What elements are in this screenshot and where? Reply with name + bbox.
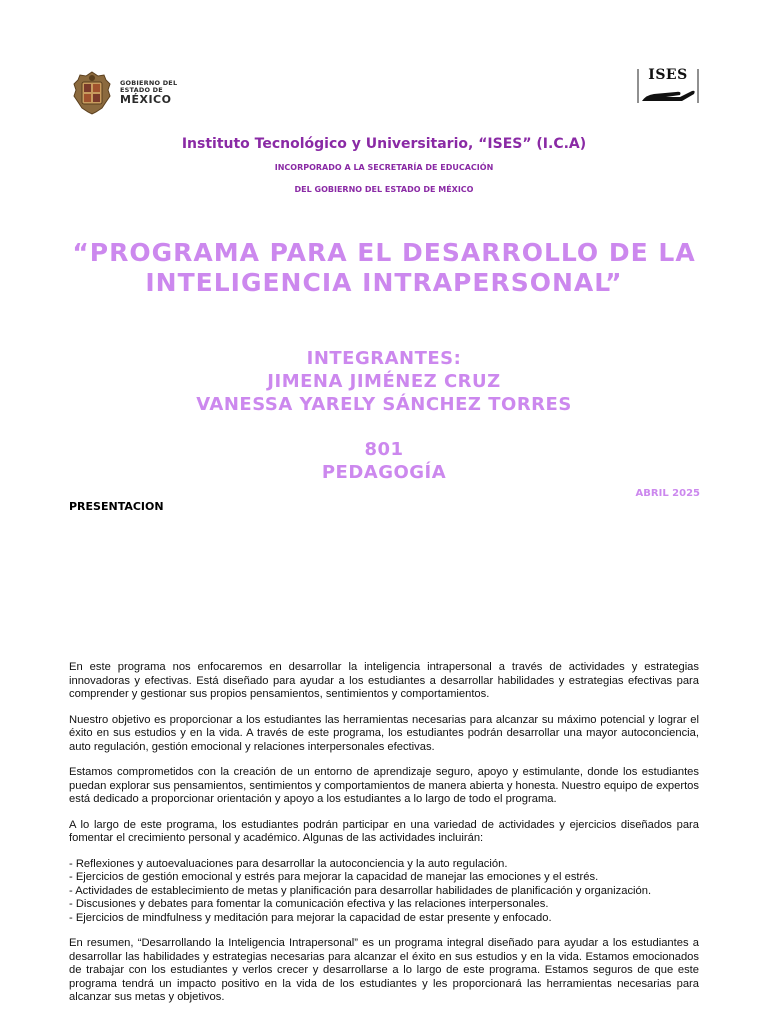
conclusion-paragraph: En resumen, “Desarrollando la Inteligencia Intrapersonal” es un programa integral diseñado para ayudar a los estudiantes a desarrollar las habilidades y estrategias necesarias para alcanzar el éxito en sus estudios y en la vida. Estamos emocionados de trabajar con los estudiantes y verlos crecer y desarrollarse a lo largo de este programa. Estamos seguros de que este programa tendrá un impacto positivo en la vida de los estudiantes y les proporcionará las herramientas necesarias para alcanzar sus metas y objetivos. (69, 937, 699, 1003)
ises-logo-text: ISES (648, 67, 688, 83)
incorporated-text: INCORPORADO A LA SECRETARÍA DE EDUCACIÓN (274, 163, 494, 172)
coat-of-arms-icon (72, 70, 112, 116)
member-name: VANESSA YARELY SÁNCHEZ TORRES (196, 394, 572, 415)
list-item: - Actividades de establecimiento de metas y planificación para desarrollar habilidades de planificación y organización. (69, 884, 652, 897)
government-text: DEL GOBIERNO DEL ESTADO DE MÉXICO (294, 185, 474, 194)
list-item: - Ejercicios de gestión emocional y estrés para mejorar la capacidad de manejar las emociones y el estrés. (69, 871, 599, 883)
document-date: ABRIL 2025 (635, 488, 700, 499)
career-name: PEDAGOGÍA (321, 462, 447, 483)
section-title: PRESENTACION (69, 500, 164, 513)
list-item: - Ejercicios de mindfulness y meditación para mejorar la capacidad de estar presente y enfocado. (69, 911, 552, 924)
body-content (69, 661, 699, 1017)
ises-logo (636, 67, 700, 105)
paragraph: A lo largo de este programa, los estudiantes podrán participar en una variedad de actividades y ejercicios diseñados para fomentar el crecimiento personal y académico. Algunas de las actividades incluirán: (69, 818, 699, 844)
title-line-2: INTELIGENCIA INTRAPERSONAL” (145, 268, 623, 297)
institute-name: Instituto Tecnológico y Universitario, “ISES” (I.C.A) (181, 136, 587, 152)
hand-icon (636, 67, 700, 105)
paragraph: Estamos comprometidos con la creación de un entorno de aprendizaje seguro, apoyo y estimulante, donde los estudiantes puedan explorar sus pensamientos, sentimientos y comportamientos de manera abierta y honesta. Nuestro equipo de expertos está dedicado a proporcionar orientación y apoyo a los estudiantes a lo largo de todo el programa. (69, 766, 699, 805)
activities-list (69, 858, 699, 926)
gob-line1: GOBIERNO DEL (120, 79, 178, 88)
gobierno-logo (72, 70, 177, 116)
list-item: - Reflexiones y autoevaluaciones para desarrollar la autoconciencia y la auto regulación. (69, 857, 508, 870)
gob-line2: ESTADO DE (120, 86, 163, 95)
list-item: - Discusiones y debates para fomentar la comunicación efectiva y las relaciones interpersonales. (69, 898, 549, 910)
members-heading: INTEGRANTES: (306, 348, 462, 369)
group-block (0, 438, 768, 484)
gob-line3: MÉXICO (120, 93, 172, 107)
title-line-1: “PROGRAMA PARA EL DESARROLLO DE LA (72, 238, 696, 267)
group-number: 801 (364, 439, 404, 460)
document-title (40, 238, 728, 298)
member-name: JIMENA JIMÉNEZ CRUZ (267, 371, 501, 392)
paragraph: En este programa nos enfocaremos en desarrollar la inteligencia intrapersonal a través de actividades y estrategias innovadoras y efectivas. Está diseñado para ayudar a los estudiantes a desarrollar habilidades y estrategias efectivas para comprender y gestionar sus propios pensamientos, sentimientos y comportamientos. (69, 661, 699, 700)
members-block (0, 347, 768, 416)
paragraph: Nuestro objetivo es proporcionar a los estudiantes las herramientas necesarias para alcanzar su máximo potencial y lograr el éxito en sus estudios y en la vida. A través de este programa, los estudiantes podrán desarrollar una mayor autoconciencia, auto regulación, gestión emocional y relaciones interpersonales efectivas. (69, 713, 699, 753)
